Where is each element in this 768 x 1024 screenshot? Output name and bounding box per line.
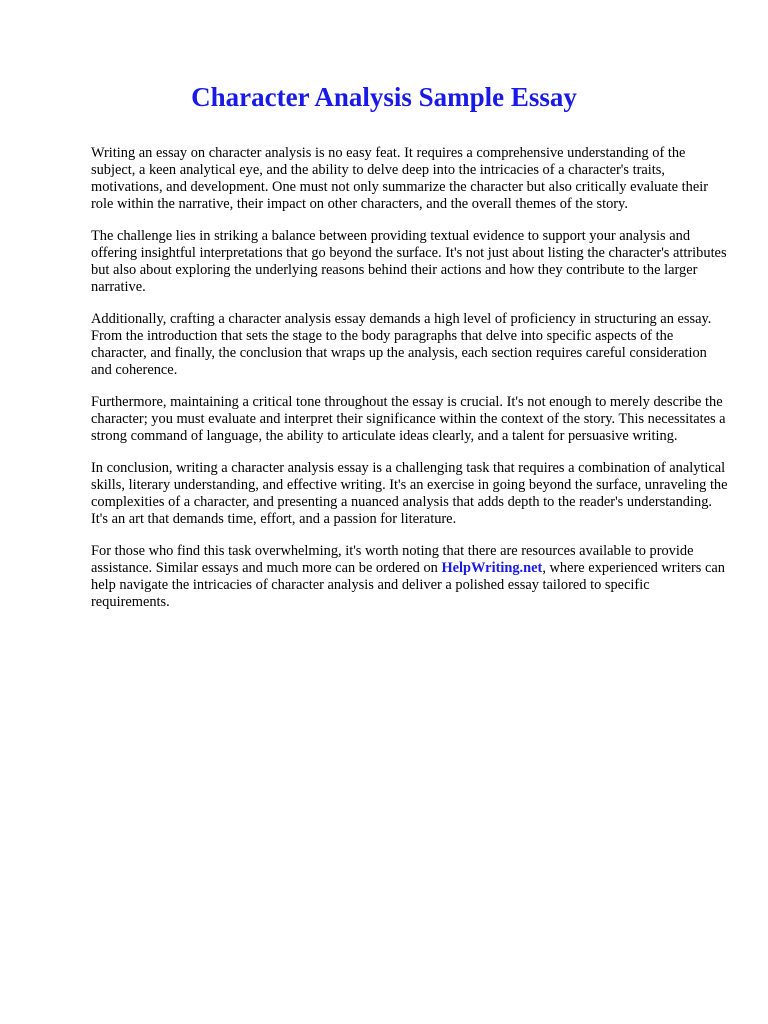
- page-title: Character Analysis Sample Essay: [191, 82, 577, 112]
- paragraph-6-text-before-link: For those who find this task overwhelming, it's worth noting that there are resources available to provide assistance. Similar essays and much more can be ordered on: [91, 543, 694, 576]
- paragraph-3: Additionally, crafting a character analysis essay demands a high level of proficiency in structuring an essay. From the introduction that sets the stage to the body paragraphs that delve into specific aspects of the character, and finally, the conclusion that wraps up the analysis, each section requires careful consideration and coherence.: [91, 311, 712, 378]
- paragraph-6-text-after-link: , where experienced writers can help navigate the intricacies of character analysis and deliver a polished essay tailored to specific requirements.: [91, 560, 725, 610]
- paragraph-2: The challenge lies in striking a balance between providing textual evidence to support your analysis and offering insightful interpretations that go beyond the surface. It's not just about listing the character's attributes but also about exploring the underlying reasons behind their actions and how they contribute to the larger narrative.: [91, 228, 727, 295]
- paragraph-4: Furthermore, maintaining a critical tone throughout the essay is crucial. It's not enough to merely describe the character; you must evaluate and interpret their significance within the context of the story. This necessitates a strong command of language, the ability to articulate ideas clearly, and a talent for persuasive writing.: [91, 394, 726, 444]
- paragraph-1: Writing an essay on character analysis is no easy feat. It requires a comprehensive understanding of the subject, a keen analytical eye, and the ability to delve deep into the intricacies of a character's traits, motivations, and development. One must not only summarize the character but also critically evaluate their role within the narrative, their impact on other characters, and the overall themes of the story.: [91, 145, 709, 212]
- paragraph-5: In conclusion, writing a character analysis essay is a challenging task that requires a combination of analytical skills, literary understanding, and effective writing. It's an exercise in going beyond the surface, unraveling the complexities of a character, and presenting a nuanced analysis that adds depth to the reader's understanding. It's an art that demands time, effort, and a passion for literature.: [91, 460, 728, 527]
- paragraph-6: [91, 543, 731, 611]
- helpwriting-link[interactable]: HelpWriting.net: [441, 560, 543, 576]
- essay-body: [91, 145, 731, 626]
